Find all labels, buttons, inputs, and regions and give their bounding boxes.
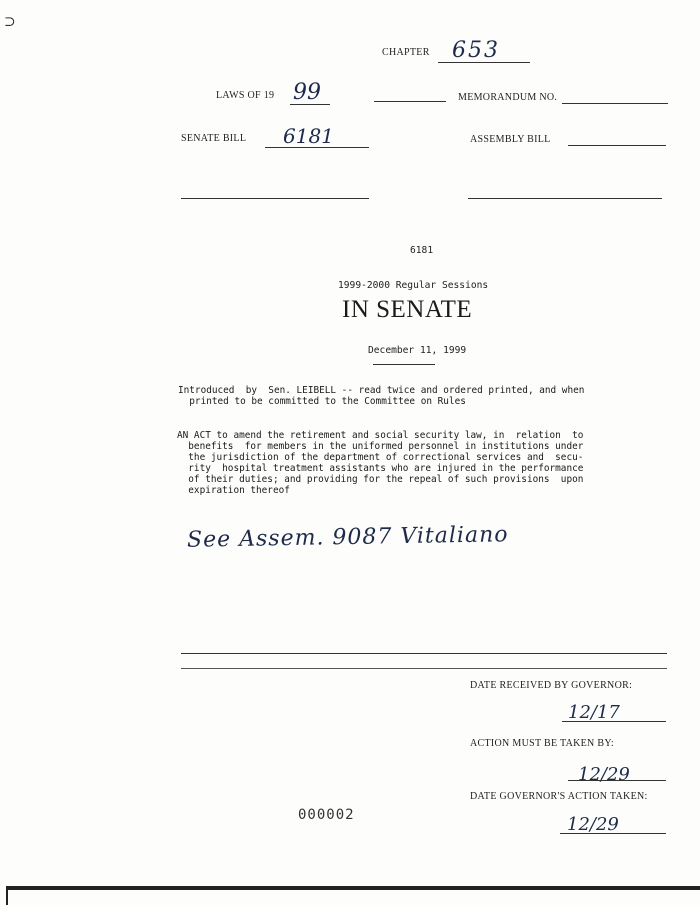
senate-bill-label: SENATE BILL bbox=[181, 133, 247, 144]
laws-label: LAWS OF 19 bbox=[216, 90, 275, 101]
bill-number: 6181 bbox=[410, 245, 434, 256]
act-paragraph bbox=[177, 430, 583, 496]
chapter-value: 653 bbox=[452, 38, 500, 63]
action-by-label: ACTION MUST BE TAKEN BY: bbox=[470, 738, 615, 749]
act-line: of their duties; and providing for the repeal of such provisions upon bbox=[177, 474, 584, 485]
handwritten-annotation: See Assem. 9087 Vitaliano bbox=[186, 522, 509, 553]
corner-mark: ⊃ bbox=[4, 14, 16, 30]
introduced-line: printed to be committed to the Committee on Rules bbox=[178, 396, 466, 407]
action-by-value: 12/29 bbox=[578, 764, 630, 785]
action-taken-label: DATE GOVERNOR'S ACTION TAKEN: bbox=[470, 791, 648, 802]
senate-bill-value: 6181 bbox=[283, 124, 334, 148]
bill-date: December 11, 1999 bbox=[368, 345, 467, 356]
introduced-paragraph bbox=[178, 385, 584, 407]
introduced-line: Introduced by Sen. LEIBELL -- read twice and ordered printed, and when bbox=[178, 385, 585, 396]
act-line: expiration thereof bbox=[177, 485, 290, 496]
received-value: 12/17 bbox=[568, 702, 620, 723]
scan-edge bbox=[6, 886, 700, 890]
assembly-bill-label: ASSEMBLY BILL bbox=[470, 134, 551, 145]
session: 1999-2000 Regular Sessions bbox=[338, 280, 489, 291]
chapter-label: CHAPTER bbox=[382, 47, 430, 58]
received-label: DATE RECEIVED BY GOVERNOR: bbox=[470, 680, 633, 691]
act-line: rity hospital treatment assistants who are injured in the performance bbox=[177, 463, 584, 474]
act-line: the jurisdiction of the department of correctional services and secu- bbox=[177, 452, 584, 463]
act-line: AN ACT to amend the retirement and social security law, in relation to bbox=[177, 430, 584, 441]
act-line: benefits for members in the uniformed personnel in institutions under bbox=[177, 441, 584, 452]
page-number: 000002 bbox=[298, 807, 355, 823]
action-taken-value: 12/29 bbox=[567, 814, 619, 835]
laws-value: 99 bbox=[293, 80, 321, 105]
chamber-title: IN SENATE bbox=[342, 296, 473, 323]
memo-label: MEMORANDUM NO. bbox=[458, 92, 558, 103]
